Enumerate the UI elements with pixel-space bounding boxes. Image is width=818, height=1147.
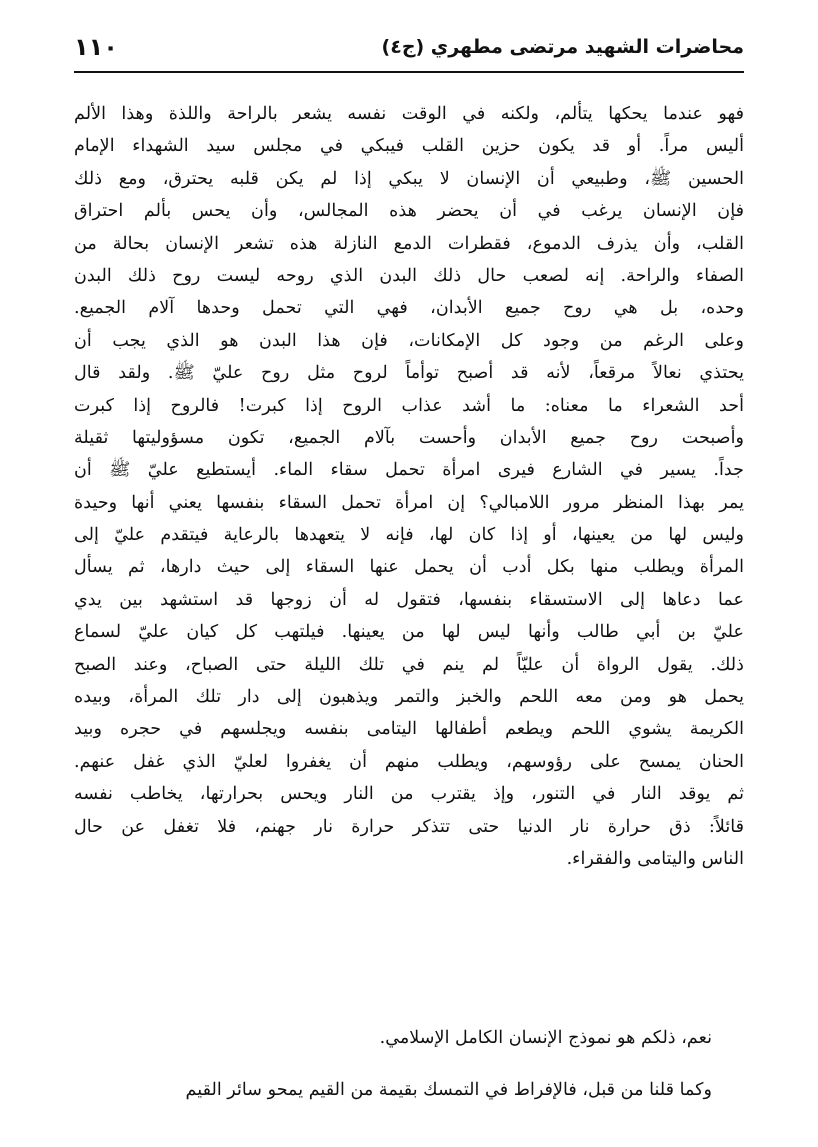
text-line: فهو عندما يحكها يتألم، ولكنه في الوقت نفسه يشعر بالراحة واللذة وهذا الألم (74, 104, 744, 124)
page-number: ١١٠ (74, 33, 118, 61)
text-line: الكريمة يشوي اللحم ويطعم أطفالها اليتامى بنفسه ويجلسهم في حجره وبيد (74, 719, 744, 740)
page-header (74, 30, 744, 64)
text-line: المرأة ويطلب منها بكل أدب أن يحمل عنها السقاء إلى حيث دارها، ثم يسأل (74, 557, 744, 578)
running-title: محاضرات الشهيد مرتضى مطهري (ج٤) (381, 36, 744, 58)
text-line: جداً. يسير في الشارع فيرى امرأة تحمل سقاء الماء. أيستطيع عليّ ﷺ أن (74, 460, 744, 481)
text-line: ذلك. يقول الرواة أن عليّاً لم ينم في تلك الليلة حتى الصباح، وعند الصبح (74, 654, 744, 675)
text-line: يحتذي نعالاً مرقعاً، لأنه قد أصبح توأماً لروح مثل روح عليّ ﷺ. ولقد قال (74, 363, 744, 384)
paragraph-continuation (74, 1074, 712, 1106)
text-line: الحنان يمسح على رؤوسهم، ويطلب منهم أن يغفروا لعليّ الذي غفل عنهم. (74, 751, 744, 772)
text-line: عليّ بن أبي طالب وأنها ليس لها من يعينها. فيلتهب كل كيان عليّ لسماع (74, 622, 744, 643)
text-line: الحسين ﷺ، وطبيعي أن الإنسان لا يبكي إذا لم يكن قلبه يحترق، ومع ذلك (74, 168, 744, 189)
text-line: فإن الإنسان يرغب في أن يحضر هذه المجالس، وأن يحس بألم احتراق (74, 201, 744, 222)
text-line: يمر بهذا المنظر مرور اللامبالي؟ إن امرأة تحمل السقاء بنفسها يعني أنها وحيدة (74, 492, 744, 513)
text-line: ثم يوقد النار في التنور، وإذ يقترب من النار ويحس بحرارتها، يخاطب نفسه (74, 784, 744, 805)
text-line: وحده، بل هي روح جميع الأبدان، فهي التي تحمل وحدها آلام الجميع. (74, 298, 744, 319)
text-line: أليس مراً. أو قد يكون حزين القلب فيبكي في مجلس سيد الشهداء الإمام (74, 136, 744, 157)
text-line: وعلى الرغم من وجود كل الإمكانات، فإن هذا البدن هو الذي يجب أن (74, 330, 744, 351)
text-line: يحمل هو ومن معه اللحم والخبز والتمر ويذهبون إلى دار تلك المرأة، وبيده (74, 687, 744, 708)
text-line: القلب، وأن يذرف الدموع، فقطرات الدمع النازلة هذه تشعر الإنسان بحالة من (74, 233, 744, 254)
text-line: وكما قلنا من قبل، فالإفراط في التمسك بقيمة من القيم يمحو سائر القيم (185, 1080, 712, 1100)
text-line: نعم، ذلكم هو نموذج الإنسان الكامل الإسلامي. (379, 1028, 712, 1048)
text-line: الناس واليتامى والفقراء. (566, 848, 744, 869)
text-line: عما دعاها إلى الاستسقاء بنفسها، فتقول له أن زوجها قد استشهد بين يدي (74, 589, 744, 610)
paragraph-main (74, 98, 744, 875)
text-line: وأصبحت روح جميع الأبدان وأحست بآلام الجميع، تكون مسؤوليتها ثقيلة (74, 427, 744, 448)
text-line: وليس لها من يعينها، أو إذا كان لها، فإنه لا يتعهدها بالرعاية فيتقدم عليّ إلى (74, 525, 744, 546)
text-line: قائلاً: ذق حرارة نار الدنيا حتى تتذكر حرارة نار جهنم، فلا تغفل عن حال (74, 816, 744, 837)
text-line: أحد الشعراء ما معناه: ما أشد عذاب الروح إذا كبرت! فالروح إذا كبرت (74, 395, 744, 416)
header-rule (74, 71, 744, 73)
paragraph-conclusion (74, 1022, 712, 1054)
text-line: الصفاء والراحة. إنه لصعب حال ذلك البدن الذي روحه ليست روح ذلك البدن (74, 265, 744, 286)
